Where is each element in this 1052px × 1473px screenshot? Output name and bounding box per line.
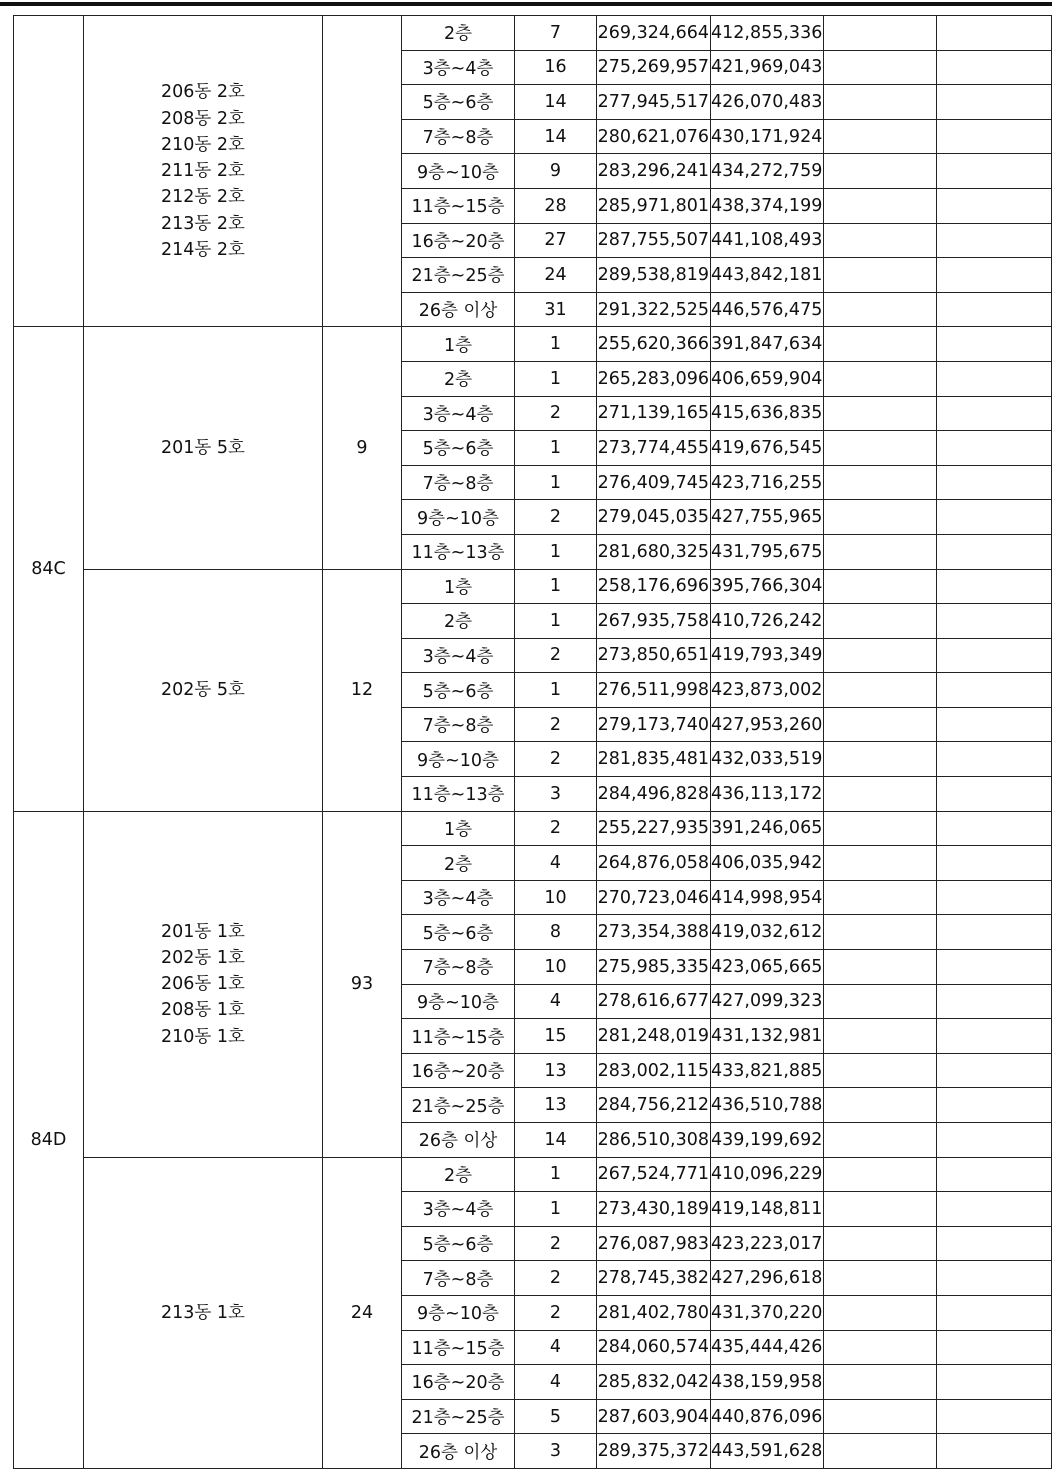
floor-cell: 1층 xyxy=(402,569,515,604)
land-price-cell: 281,248,019 xyxy=(597,1019,711,1054)
table-row xyxy=(14,16,1052,51)
unit-label: 210동 2호 xyxy=(161,134,245,155)
vat-cell xyxy=(824,16,937,51)
land-price-cell: 255,620,366 xyxy=(597,327,711,362)
land-price-cell: 273,354,388 xyxy=(597,915,711,950)
unit-list-cell xyxy=(84,811,323,1157)
unit-list-cell xyxy=(84,1157,323,1468)
building-price-cell: 438,159,958 xyxy=(711,1365,824,1400)
vat-cell xyxy=(824,1399,937,1434)
vat-cell xyxy=(824,777,937,812)
count-cell: 24 xyxy=(515,258,597,293)
building-price-cell: 438,374,199 xyxy=(711,188,824,223)
building-price-cell: 423,223,017 xyxy=(711,1226,824,1261)
building-price-cell: 391,847,634 xyxy=(711,327,824,362)
building-price-cell: 427,296,618 xyxy=(711,1261,824,1296)
price-table xyxy=(13,15,1052,1469)
building-price-cell: 426,070,483 xyxy=(711,85,824,120)
floor-cell: 3층~4층 xyxy=(402,880,515,915)
count-cell: 10 xyxy=(515,880,597,915)
count-cell: 7 xyxy=(515,16,597,51)
land-price-cell: 279,173,740 xyxy=(597,707,711,742)
unit-label: 206동 2호 xyxy=(161,82,245,103)
building-price-cell: 435,444,426 xyxy=(711,1330,824,1365)
unit-list-cell xyxy=(84,16,323,327)
count-cell: 5 xyxy=(515,1399,597,1434)
extra-empty-cell xyxy=(937,16,1052,51)
vat-cell xyxy=(824,327,937,362)
vat-cell xyxy=(824,604,937,639)
land-price-cell: 284,060,574 xyxy=(597,1330,711,1365)
count-cell: 2 xyxy=(515,811,597,846)
vat-cell xyxy=(824,984,937,1019)
table-row xyxy=(14,569,1052,604)
floor-cell: 1층 xyxy=(402,327,515,362)
vat-cell xyxy=(824,673,937,708)
vat-cell xyxy=(824,1157,937,1192)
building-price-cell: 433,821,885 xyxy=(711,1053,824,1088)
building-price-cell: 415,636,835 xyxy=(711,396,824,431)
land-price-cell: 287,603,904 xyxy=(597,1399,711,1434)
count-cell: 16 xyxy=(515,50,597,85)
building-price-cell: 427,953,260 xyxy=(711,707,824,742)
count-cell: 1 xyxy=(515,604,597,639)
unit-list xyxy=(84,435,322,461)
building-price-cell: 434,272,759 xyxy=(711,154,824,189)
vat-cell xyxy=(824,880,937,915)
unit-label: 208동 2호 xyxy=(161,108,245,129)
building-price-cell: 441,108,493 xyxy=(711,223,824,258)
unit-label: 201동 1호 xyxy=(161,921,245,942)
building-price-cell: 410,096,229 xyxy=(711,1157,824,1192)
unit-list-cell xyxy=(84,327,323,569)
extra-empty-cell xyxy=(937,1365,1052,1400)
floor-cell: 11층~15층 xyxy=(402,1330,515,1365)
count-cell: 3 xyxy=(515,1434,597,1469)
count-cell: 28 xyxy=(515,188,597,223)
unit-label: 210동 1호 xyxy=(161,1026,245,1047)
land-price-cell: 273,850,651 xyxy=(597,638,711,673)
building-price-cell: 423,065,665 xyxy=(711,950,824,985)
land-price-cell: 276,409,745 xyxy=(597,465,711,500)
land-price-cell: 281,402,780 xyxy=(597,1295,711,1330)
floor-cell: 7층~8층 xyxy=(402,119,515,154)
extra-empty-cell xyxy=(937,1226,1052,1261)
vat-cell xyxy=(824,431,937,466)
count-cell: 10 xyxy=(515,950,597,985)
land-price-cell: 279,045,035 xyxy=(597,500,711,535)
floor-cell: 5층~6층 xyxy=(402,85,515,120)
floor-cell: 5층~6층 xyxy=(402,1226,515,1261)
building-price-cell: 427,099,323 xyxy=(711,984,824,1019)
extra-empty-cell xyxy=(937,569,1052,604)
land-price-cell: 276,087,983 xyxy=(597,1226,711,1261)
building-price-cell: 446,576,475 xyxy=(711,292,824,327)
building-price-cell: 406,035,942 xyxy=(711,846,824,881)
floor-cell: 7층~8층 xyxy=(402,707,515,742)
land-price-cell: 273,774,455 xyxy=(597,431,711,466)
land-price-cell: 271,139,165 xyxy=(597,396,711,431)
land-price-cell: 270,723,046 xyxy=(597,880,711,915)
housing-type-cell: 84C xyxy=(14,327,84,811)
count-cell: 2 xyxy=(515,742,597,777)
extra-empty-cell xyxy=(937,1261,1052,1296)
vat-cell xyxy=(824,846,937,881)
unit-list xyxy=(84,79,322,263)
count-cell: 13 xyxy=(515,1088,597,1123)
floor-cell: 21층~25층 xyxy=(402,1088,515,1123)
vat-cell xyxy=(824,1019,937,1054)
land-price-cell: 276,511,998 xyxy=(597,673,711,708)
extra-empty-cell xyxy=(937,811,1052,846)
unit-list-cell xyxy=(84,569,323,811)
extra-empty-cell xyxy=(937,1330,1052,1365)
floor-cell: 21층~25층 xyxy=(402,1399,515,1434)
extra-empty-cell xyxy=(937,950,1052,985)
floor-cell: 5층~6층 xyxy=(402,915,515,950)
extra-empty-cell xyxy=(937,984,1052,1019)
vat-cell xyxy=(824,1123,937,1158)
floor-cell: 16층~20층 xyxy=(402,223,515,258)
extra-empty-cell xyxy=(937,777,1052,812)
table-row xyxy=(14,327,1052,362)
floor-cell: 7층~8층 xyxy=(402,1261,515,1296)
top-border-line xyxy=(0,2,1052,6)
floor-cell: 2층 xyxy=(402,361,515,396)
land-price-cell: 275,985,335 xyxy=(597,950,711,985)
vat-cell xyxy=(824,1088,937,1123)
land-price-cell: 273,430,189 xyxy=(597,1192,711,1227)
count-cell: 2 xyxy=(515,500,597,535)
extra-empty-cell xyxy=(937,223,1052,258)
building-price-cell: 443,842,181 xyxy=(711,258,824,293)
land-price-cell: 287,755,507 xyxy=(597,223,711,258)
land-price-cell: 284,756,212 xyxy=(597,1088,711,1123)
extra-empty-cell xyxy=(937,292,1052,327)
land-price-cell: 269,324,664 xyxy=(597,16,711,51)
building-price-cell: 436,113,172 xyxy=(711,777,824,812)
vat-cell xyxy=(824,569,937,604)
count-cell: 1 xyxy=(515,361,597,396)
extra-empty-cell xyxy=(937,465,1052,500)
unit-label: 202동 5호 xyxy=(161,679,245,700)
vat-cell xyxy=(824,85,937,120)
floor-cell: 26층 이상 xyxy=(402,1123,515,1158)
vat-cell xyxy=(824,1226,937,1261)
floor-cell: 3층~4층 xyxy=(402,1192,515,1227)
count-cell: 2 xyxy=(515,707,597,742)
land-price-cell: 258,176,696 xyxy=(597,569,711,604)
count-cell: 2 xyxy=(515,1226,597,1261)
extra-empty-cell xyxy=(937,1157,1052,1192)
extra-empty-cell xyxy=(937,707,1052,742)
vat-cell xyxy=(824,500,937,535)
vat-cell xyxy=(824,119,937,154)
floor-cell: 7층~8층 xyxy=(402,950,515,985)
vat-cell xyxy=(824,915,937,950)
building-price-cell: 439,199,692 xyxy=(711,1123,824,1158)
floor-cell: 7층~8층 xyxy=(402,465,515,500)
extra-empty-cell xyxy=(937,431,1052,466)
table-row xyxy=(14,1157,1052,1192)
land-price-cell: 285,971,801 xyxy=(597,188,711,223)
building-price-cell: 419,148,811 xyxy=(711,1192,824,1227)
unit-total-cell: 12 xyxy=(323,569,402,811)
floor-cell: 9층~10층 xyxy=(402,742,515,777)
land-price-cell: 267,935,758 xyxy=(597,604,711,639)
building-price-cell: 431,795,675 xyxy=(711,534,824,569)
floor-cell: 3층~4층 xyxy=(402,50,515,85)
count-cell: 2 xyxy=(515,638,597,673)
vat-cell xyxy=(824,950,937,985)
extra-empty-cell xyxy=(937,154,1052,189)
land-price-cell: 281,680,325 xyxy=(597,534,711,569)
extra-empty-cell xyxy=(937,1192,1052,1227)
count-cell: 1 xyxy=(515,327,597,362)
vat-cell xyxy=(824,1053,937,1088)
extra-empty-cell xyxy=(937,119,1052,154)
vat-cell xyxy=(824,811,937,846)
count-cell: 1 xyxy=(515,1157,597,1192)
building-price-cell: 431,370,220 xyxy=(711,1295,824,1330)
vat-cell xyxy=(824,258,937,293)
count-cell: 3 xyxy=(515,777,597,812)
extra-empty-cell xyxy=(937,396,1052,431)
extra-empty-cell xyxy=(937,915,1052,950)
extra-empty-cell xyxy=(937,258,1052,293)
count-cell: 4 xyxy=(515,1330,597,1365)
land-price-cell: 255,227,935 xyxy=(597,811,711,846)
extra-empty-cell xyxy=(937,1295,1052,1330)
floor-cell: 1층 xyxy=(402,811,515,846)
unit-label: 212동 2호 xyxy=(161,187,245,208)
vat-cell xyxy=(824,638,937,673)
floor-cell: 11층~15층 xyxy=(402,1019,515,1054)
land-price-cell: 277,945,517 xyxy=(597,85,711,120)
extra-empty-cell xyxy=(937,1434,1052,1469)
floor-cell: 21층~25층 xyxy=(402,258,515,293)
count-cell: 4 xyxy=(515,846,597,881)
unit-list xyxy=(84,1300,322,1326)
unit-total-cell: 9 xyxy=(323,327,402,569)
count-cell: 14 xyxy=(515,1123,597,1158)
count-cell: 1 xyxy=(515,569,597,604)
extra-empty-cell xyxy=(937,1088,1052,1123)
land-price-cell: 275,269,957 xyxy=(597,50,711,85)
unit-total-cell: 93 xyxy=(323,811,402,1157)
land-price-cell: 267,524,771 xyxy=(597,1157,711,1192)
count-cell: 31 xyxy=(515,292,597,327)
land-price-cell: 283,296,241 xyxy=(597,154,711,189)
land-price-cell: 264,876,058 xyxy=(597,846,711,881)
extra-empty-cell xyxy=(937,846,1052,881)
vat-cell xyxy=(824,396,937,431)
count-cell: 4 xyxy=(515,1365,597,1400)
unit-label: 202동 1호 xyxy=(161,947,245,968)
land-price-cell: 280,621,076 xyxy=(597,119,711,154)
land-price-cell: 265,283,096 xyxy=(597,361,711,396)
extra-empty-cell xyxy=(937,1019,1052,1054)
extra-empty-cell xyxy=(937,604,1052,639)
land-price-cell: 283,002,115 xyxy=(597,1053,711,1088)
floor-cell: 5층~6층 xyxy=(402,673,515,708)
building-price-cell: 419,032,612 xyxy=(711,915,824,950)
extra-empty-cell xyxy=(937,85,1052,120)
building-price-cell: 410,726,242 xyxy=(711,604,824,639)
building-price-cell: 414,998,954 xyxy=(711,880,824,915)
extra-empty-cell xyxy=(937,50,1052,85)
floor-cell: 16층~20층 xyxy=(402,1053,515,1088)
floor-cell: 9층~10층 xyxy=(402,154,515,189)
extra-empty-cell xyxy=(937,534,1052,569)
building-price-cell: 395,766,304 xyxy=(711,569,824,604)
vat-cell xyxy=(824,1434,937,1469)
building-price-cell: 431,132,981 xyxy=(711,1019,824,1054)
floor-cell: 9층~10층 xyxy=(402,1295,515,1330)
count-cell: 15 xyxy=(515,1019,597,1054)
land-price-cell: 278,745,382 xyxy=(597,1261,711,1296)
vat-cell xyxy=(824,223,937,258)
building-price-cell: 412,855,336 xyxy=(711,16,824,51)
vat-cell xyxy=(824,1192,937,1227)
count-cell: 2 xyxy=(515,1295,597,1330)
floor-cell: 2층 xyxy=(402,16,515,51)
building-price-cell: 436,510,788 xyxy=(711,1088,824,1123)
count-cell: 13 xyxy=(515,1053,597,1088)
unit-total-cell: 24 xyxy=(323,1157,402,1468)
unit-label: 206동 1호 xyxy=(161,974,245,994)
vat-cell xyxy=(824,742,937,777)
price-table-body xyxy=(14,16,1052,1469)
land-price-cell: 289,538,819 xyxy=(597,258,711,293)
extra-empty-cell xyxy=(937,327,1052,362)
count-cell: 14 xyxy=(515,119,597,154)
building-price-cell: 423,716,255 xyxy=(711,465,824,500)
count-cell: 4 xyxy=(515,984,597,1019)
building-price-cell: 419,676,545 xyxy=(711,431,824,466)
land-price-cell: 291,322,525 xyxy=(597,292,711,327)
vat-cell xyxy=(824,465,937,500)
floor-cell: 3층~4층 xyxy=(402,638,515,673)
housing-type-cell: 84D xyxy=(14,811,84,1468)
floor-cell: 11층~13층 xyxy=(402,777,515,812)
table-row xyxy=(14,811,1052,846)
building-price-cell: 419,793,349 xyxy=(711,638,824,673)
land-price-cell: 285,832,042 xyxy=(597,1365,711,1400)
land-price-cell: 286,510,308 xyxy=(597,1123,711,1158)
count-cell: 9 xyxy=(515,154,597,189)
vat-cell xyxy=(824,50,937,85)
floor-cell: 26층 이상 xyxy=(402,292,515,327)
unit-list xyxy=(84,919,322,1050)
building-price-cell: 427,755,965 xyxy=(711,500,824,535)
extra-empty-cell xyxy=(937,361,1052,396)
floor-cell: 11층~15층 xyxy=(402,188,515,223)
floor-cell: 26층 이상 xyxy=(402,1434,515,1469)
vat-cell xyxy=(824,188,937,223)
extra-empty-cell xyxy=(937,1123,1052,1158)
building-price-cell: 430,171,924 xyxy=(711,119,824,154)
housing-type-cell xyxy=(14,16,84,327)
vat-cell xyxy=(824,292,937,327)
building-price-cell: 421,969,043 xyxy=(711,50,824,85)
unit-label: 213동 2호 xyxy=(161,213,245,234)
unit-label: 214동 2호 xyxy=(161,239,245,260)
vat-cell xyxy=(824,361,937,396)
unit-label: 201동 5호 xyxy=(161,437,245,458)
vat-cell xyxy=(824,154,937,189)
extra-empty-cell xyxy=(937,638,1052,673)
building-price-cell: 406,659,904 xyxy=(711,361,824,396)
floor-cell: 2층 xyxy=(402,846,515,881)
vat-cell xyxy=(824,1365,937,1400)
land-price-cell: 284,496,828 xyxy=(597,777,711,812)
building-price-cell: 443,591,628 xyxy=(711,1434,824,1469)
vat-cell xyxy=(824,534,937,569)
vat-cell xyxy=(824,1261,937,1296)
extra-empty-cell xyxy=(937,673,1052,708)
land-price-cell: 278,616,677 xyxy=(597,984,711,1019)
extra-empty-cell xyxy=(937,500,1052,535)
unit-label: 213동 1호 xyxy=(161,1302,245,1323)
count-cell: 8 xyxy=(515,915,597,950)
vat-cell xyxy=(824,1295,937,1330)
extra-empty-cell xyxy=(937,1053,1052,1088)
building-price-cell: 391,246,065 xyxy=(711,811,824,846)
floor-cell: 16층~20층 xyxy=(402,1365,515,1400)
count-cell: 2 xyxy=(515,396,597,431)
building-price-cell: 440,876,096 xyxy=(711,1399,824,1434)
extra-empty-cell xyxy=(937,1399,1052,1434)
count-cell: 2 xyxy=(515,1261,597,1296)
floor-cell: 2층 xyxy=(402,1157,515,1192)
building-price-cell: 432,033,519 xyxy=(711,742,824,777)
unit-label: 208동 1호 xyxy=(161,1000,245,1021)
count-cell: 1 xyxy=(515,431,597,466)
extra-empty-cell xyxy=(937,742,1052,777)
count-cell: 27 xyxy=(515,223,597,258)
extra-empty-cell xyxy=(937,188,1052,223)
count-cell: 1 xyxy=(515,1192,597,1227)
unit-list xyxy=(84,677,322,703)
floor-cell: 9층~10층 xyxy=(402,984,515,1019)
floor-cell: 3층~4층 xyxy=(402,396,515,431)
unit-total-cell xyxy=(323,16,402,327)
vat-cell xyxy=(824,707,937,742)
count-cell: 14 xyxy=(515,85,597,120)
count-cell: 1 xyxy=(515,534,597,569)
count-cell: 1 xyxy=(515,465,597,500)
floor-cell: 5층~6층 xyxy=(402,431,515,466)
floor-cell: 11층~13층 xyxy=(402,534,515,569)
floor-cell: 2층 xyxy=(402,604,515,639)
vat-cell xyxy=(824,1330,937,1365)
land-price-cell: 289,375,372 xyxy=(597,1434,711,1469)
unit-label: 211동 2호 xyxy=(161,161,245,182)
land-price-cell: 281,835,481 xyxy=(597,742,711,777)
count-cell: 1 xyxy=(515,673,597,708)
extra-empty-cell xyxy=(937,880,1052,915)
floor-cell: 9층~10층 xyxy=(402,500,515,535)
building-price-cell: 423,873,002 xyxy=(711,673,824,708)
